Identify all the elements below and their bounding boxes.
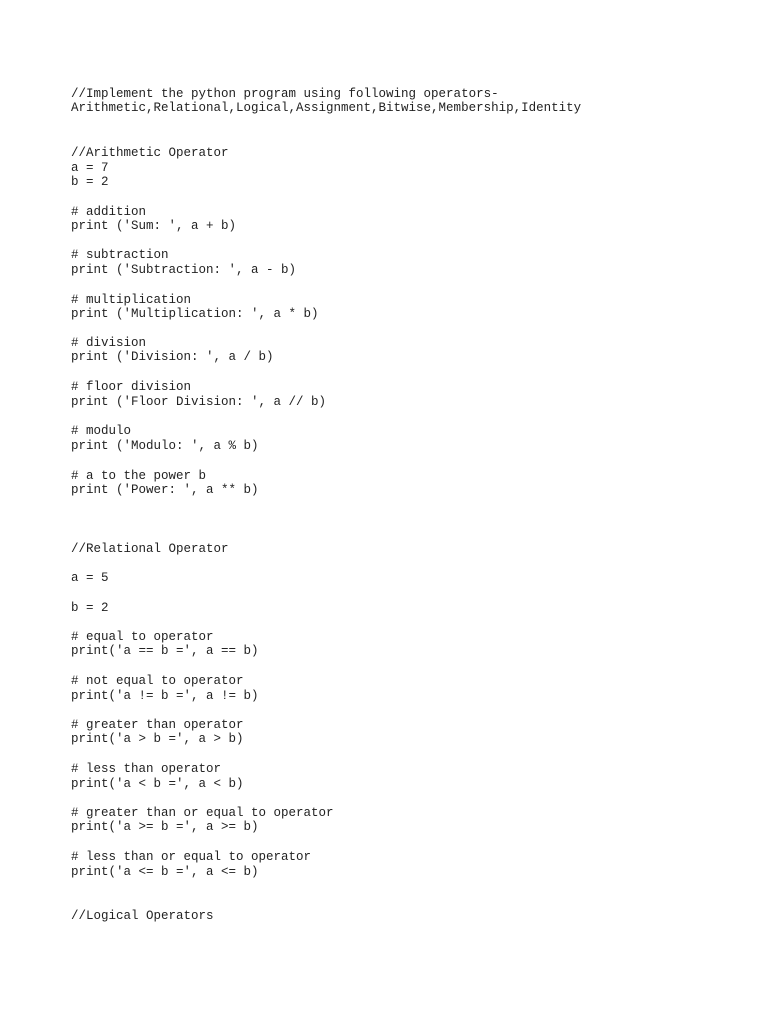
comment-line: # not equal to operator — [71, 674, 244, 688]
code-line: print ('Sum: ', a + b) — [71, 219, 237, 233]
section-heading-relational: //Relational Operator — [71, 542, 229, 556]
code-line: print('a > b =', a > b) — [71, 732, 244, 746]
code-line: print ('Floor Division: ', a // b) — [71, 395, 327, 409]
heading-line: Arithmetic,Relational,Logical,Assignment,Bitwise,Membership,Identity — [71, 101, 582, 115]
comment-line: # equal to operator — [71, 630, 214, 644]
code-line: a = 7 — [71, 161, 109, 175]
section-heading-arithmetic: //Arithmetic Operator — [71, 146, 229, 160]
code-line: print ('Division: ', a / b) — [71, 350, 274, 364]
comment-line: # greater than operator — [71, 718, 244, 732]
section-heading-logical: //Logical Operators — [71, 909, 214, 923]
comment-line: # greater than or equal to operator — [71, 806, 334, 820]
comment-line: # a to the power b — [71, 469, 207, 483]
code-line: b = 2 — [71, 601, 109, 615]
heading-line: //Implement the python program using following operators- — [71, 87, 499, 101]
code-line: print ('Multiplication: ', a * b) — [71, 307, 319, 321]
code-line: print('a <= b =', a <= b) — [71, 865, 259, 879]
comment-line: # modulo — [71, 424, 132, 438]
code-line: print('a < b =', a < b) — [71, 777, 244, 791]
code-line: print('a != b =', a != b) — [71, 689, 259, 703]
code-line: a = 5 — [71, 571, 109, 585]
comment-line: # addition — [71, 205, 147, 219]
comment-line: # less than or equal to operator — [71, 850, 312, 864]
code-line: print ('Power: ', a ** b) — [71, 483, 259, 497]
comment-line: # multiplication — [71, 293, 192, 307]
code-line: print ('Modulo: ', a % b) — [71, 439, 259, 453]
code-line: b = 2 — [71, 175, 109, 189]
code-line: print('a >= b =', a >= b) — [71, 820, 259, 834]
comment-line: # division — [71, 336, 147, 350]
comment-line: # subtraction — [71, 248, 169, 262]
comment-line: # less than operator — [71, 762, 222, 776]
comment-line: # floor division — [71, 380, 192, 394]
code-line: print ('Subtraction: ', a - b) — [71, 263, 297, 277]
code-line: print('a == b =', a == b) — [71, 644, 259, 658]
